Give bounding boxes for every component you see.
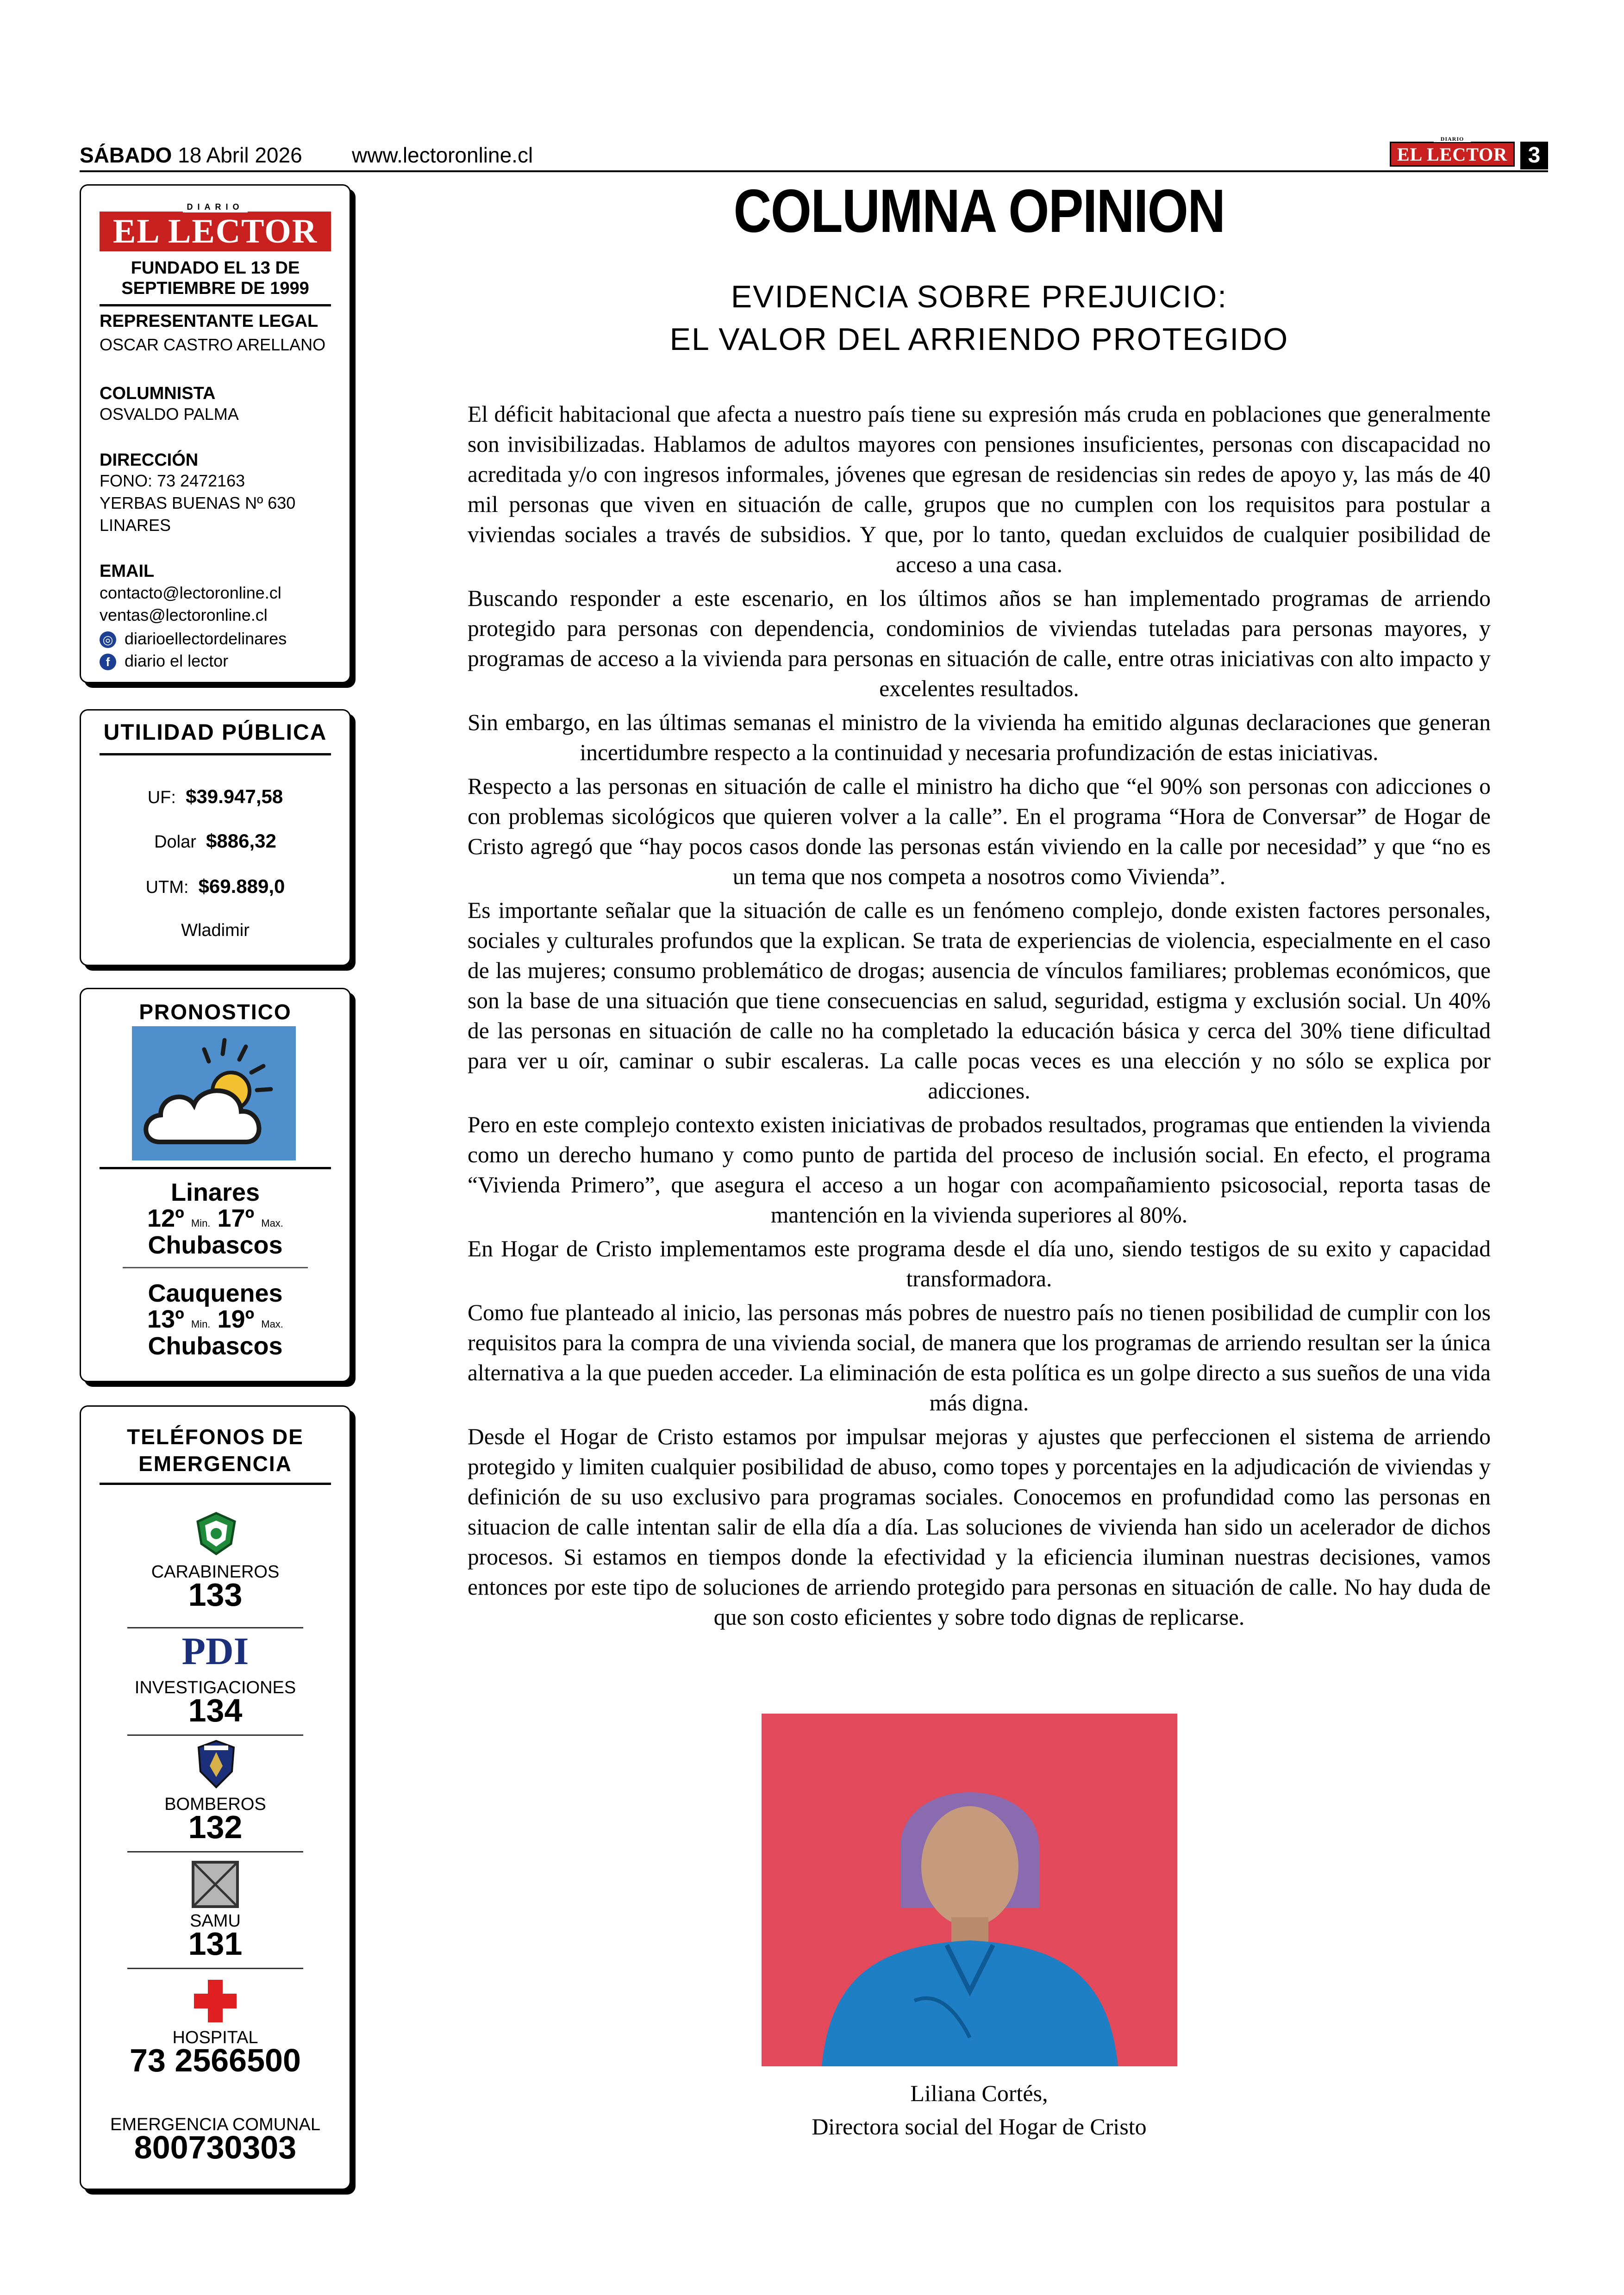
samu-icon bbox=[191, 1860, 239, 1908]
bomberos-icon bbox=[194, 1739, 238, 1790]
utilidad-title: UTILIDAD PÚBLICA bbox=[103, 720, 327, 745]
divider bbox=[100, 753, 331, 755]
caption-name: Liliana Cortés, bbox=[910, 2080, 1048, 2106]
city-name-linares: Linares bbox=[170, 1179, 260, 1206]
divider bbox=[123, 1267, 308, 1268]
address-street: YERBAS BUENAS Nº 630 bbox=[100, 493, 296, 512]
pronostico-title: PRONOSTICO bbox=[139, 1000, 292, 1024]
divider bbox=[100, 304, 331, 306]
header-logo: DIARIO EL LECTOR bbox=[1390, 142, 1515, 167]
weather-image bbox=[132, 1026, 296, 1160]
email-ventas[interactable]: ventas@lectoronline.cl bbox=[100, 605, 268, 624]
samu-label: SAMU bbox=[190, 1911, 241, 1931]
carabineros-icon bbox=[194, 1511, 238, 1556]
hospital-label: HOSPITAL bbox=[172, 2028, 258, 2047]
divider bbox=[127, 1851, 303, 1852]
caption-role: Directora social del Hogar de Cristo bbox=[812, 2114, 1147, 2139]
paragraph: Buscando responder a este escenario, en los últimos años se han implementado programas de arriendo protegido para personas con dependencia, condominios de viviendas tuteladas para personas mayores, y programas de acceso a la vivienda para personas en situación de calle, entre otras iniciativas con alto impacto y excelentes resultados. bbox=[468, 586, 1491, 701]
carabineros-label: CARABINEROS bbox=[151, 1562, 280, 1582]
instagram-link[interactable]: ◎ diarioellectordelinares bbox=[100, 629, 287, 649]
founded-text: FUNDADO EL 13 DE SEPTIEMBRE DE 1999 bbox=[121, 258, 309, 298]
page-number: 3 bbox=[1520, 142, 1548, 169]
divider bbox=[127, 1627, 303, 1628]
paragraph: Sin embargo, en las últimas semanas el ministro de la vivienda ha emitido algunas declaraciones que generan incertidumbre respecto a la continuidad y necesaria profundización de estas iniciativas. bbox=[468, 710, 1491, 765]
header-date: SÁBADO 18 Abril 2026 bbox=[80, 143, 302, 167]
address-phone: FONO: 73 2472163 bbox=[100, 471, 245, 490]
red-cross-icon bbox=[192, 1978, 238, 2024]
dolar-row: Dolar $886,32 bbox=[154, 830, 276, 852]
emergencia-box bbox=[80, 1405, 351, 2190]
cloud-sun-icon bbox=[132, 1026, 296, 1160]
address-label: DIRECCIÓN bbox=[100, 450, 199, 470]
divider bbox=[127, 1968, 303, 1969]
temp-linares: 12º Min. 17º Max. bbox=[147, 1204, 283, 1232]
columnist-label: COLUMNISTA bbox=[100, 384, 216, 403]
utilidad-credit: Wladimir bbox=[181, 921, 250, 940]
facebook-icon: f bbox=[100, 654, 116, 670]
bomberos-number[interactable]: 132 bbox=[188, 1809, 243, 1845]
paragraph: Respecto a las personas en situación de calle el ministro ha dicho que “el 90% son personas con adicciones o con problemas sicológicos que quieren volver a la calle”. En el programa “Hora de Conversar” de Hogar de Cristo agregó que “hay pocos casos donde las personas están viviendo en la calle por necesidad” y que “no es un tema que nos competa a nosotros como Vivienda”. bbox=[468, 773, 1491, 889]
facebook-link[interactable]: f diario el lector bbox=[100, 651, 228, 671]
utilidad-box bbox=[80, 709, 351, 966]
photo-caption bbox=[602, 2077, 1356, 2143]
legal-name: OSCAR CASTRO ARELLANO bbox=[100, 335, 326, 354]
masthead-box bbox=[80, 184, 351, 683]
paragraph: Es importante señalar que la situación de calle es un fenómeno complejo, donde existen factores personales, sociales y culturales profundos que la explican. Se trata de experiencias de violencia, especialmente en el caso de las mujeres; consumo problemático de drogas; ausencia de vínculos familiares; problemas económicos, que son la base de una situación que tiene consecuencias en salud, seguridad, estigma y exclusión social. Un 40% de las personas en situación de calle no ha completado la educación básica y cerca del 30% tiene dificultad para ver u oír, caminar o subir escaleras. La calle pocas veces es una elección y no sólo se explica por adicciones. bbox=[468, 898, 1491, 1104]
paragraph: Como fue planteado al inicio, las personas más pobres de nuestro país no tienen posibilidad de cumplir con los requisitos para la compra de una vivienda social, de manera que los programas de arriendo resultan ser la única alternativa a la que pueden acceder. La eliminación de esta política es un golpe directo a sus sueños de una vida más digna. bbox=[468, 1300, 1491, 1416]
author-photo bbox=[762, 1714, 1177, 2066]
divider bbox=[100, 1483, 331, 1485]
email-contacto[interactable]: contacto@lectoronline.cl bbox=[100, 583, 281, 602]
paragraph: El déficit habitacional que afecta a nuestro país tiene su expresión más cruda en poblaciones que generalmente son invisibilizadas. Hablamos de adultos mayores con pensiones insuficientes, personas con discapacidad no acreditada y/o con ingresos informales, jóvenes que egresan de residencias sin redes de apoyo y, las más de 40 mil personas que viven en situación de calle, grupos que no cumplen con los requisitos para postular a viviendas sociales a través de subsidios. Y que, por lo tanto, quedan excluidos de cualquier posibilidad de acceso a una casa. bbox=[468, 401, 1491, 577]
temp-cauquenes: 13º Min. 19º Max. bbox=[147, 1305, 283, 1333]
columnist-name: OSVALDO PALMA bbox=[100, 405, 239, 424]
divider bbox=[127, 1734, 303, 1736]
masthead-logo: DIARIO EL LECTOR bbox=[100, 212, 331, 251]
uf-row: UF: $39.947,58 bbox=[147, 786, 283, 807]
legal-label: REPRESENTANTE LEGAL bbox=[100, 312, 319, 331]
emergencia-comunal-number[interactable]: 800730303 bbox=[134, 2129, 297, 2165]
condition-cauquenes: Chubascos bbox=[148, 1332, 283, 1360]
emergencia-comunal-label: EMERGENCIA COMUNAL bbox=[110, 2115, 320, 2134]
samu-number[interactable]: 131 bbox=[188, 1926, 243, 1962]
condition-linares: Chubascos bbox=[148, 1231, 283, 1259]
pronostico-box bbox=[80, 988, 351, 1382]
bomberos-label: BOMBEROS bbox=[164, 1795, 266, 1814]
article-title: EVIDENCIA SOBRE PREJUICIO: EL VALOR DEL ARRIENDO PROTEGIDO bbox=[669, 279, 1289, 357]
hospital-number[interactable]: 73 2566500 bbox=[130, 2042, 301, 2078]
header-rule bbox=[80, 170, 1548, 172]
instagram-icon: ◎ bbox=[100, 631, 116, 648]
pdi-icon: PDI bbox=[181, 1630, 249, 1673]
header-url[interactable]: www.lectoronline.cl bbox=[352, 143, 533, 167]
section-title: COLUMNA OPINION bbox=[733, 177, 1225, 245]
carabineros-number[interactable]: 133 bbox=[188, 1577, 243, 1613]
article-body bbox=[468, 399, 1491, 1636]
portrait-image bbox=[762, 1714, 1177, 2066]
emergencia-title: TELÉFONOS DE EMERGENCIA bbox=[127, 1425, 304, 1476]
city-name-cauquenes: Cauquenes bbox=[148, 1279, 283, 1307]
divider bbox=[100, 1167, 331, 1169]
paragraph: Desde el Hogar de Cristo estamos por impulsar mejoras y ajustes que perfeccionen el sistema de arriendo protegido y limiten cualquier posibilidad de abuso, como topes y porcentajes en la adjudicación de viviendas y definición de su uso exclusivo para programas sociales. Conocemos en profundidad como las personas en situacion de calle intentan salir de ella día a día. Las soluciones de vivienda han sido un acelerador de dichos procesos. Si estamos en tiempos donde la efectividad y la eficiencia iluminan nuestras decisiones, vamos entonces por este tipo de soluciones de arriendo protegido para personas en situación de calle. No hay duda de que son costo eficientes y sobre todo dignas de replicarse. bbox=[468, 1424, 1491, 1630]
paragraph: En Hogar de Cristo implementamos este programa desde el día uno, siendo testigos de su exito y capacidad transformadora. bbox=[468, 1236, 1491, 1291]
page-header bbox=[80, 136, 1548, 171]
paragraph: Pero en este complejo contexto existen iniciativas de probados resultados, programas que entienden la vivienda como un derecho humano y como punto de partida del proceso de inclusión social. En efecto, el programa “Vivienda Primero”, que asegura el acceso a un hogar con acompañamiento psicosocial, reporta tasas de mantención en la vivienda superiores al 80%. bbox=[468, 1112, 1491, 1228]
investigaciones-label: INVESTIGACIONES bbox=[134, 1678, 296, 1697]
utm-row: UTM: $69.889,0 bbox=[145, 875, 285, 897]
email-label: EMAIL bbox=[100, 561, 155, 581]
address-city: LINARES bbox=[100, 516, 171, 535]
investigaciones-number[interactable]: 134 bbox=[188, 1692, 243, 1728]
